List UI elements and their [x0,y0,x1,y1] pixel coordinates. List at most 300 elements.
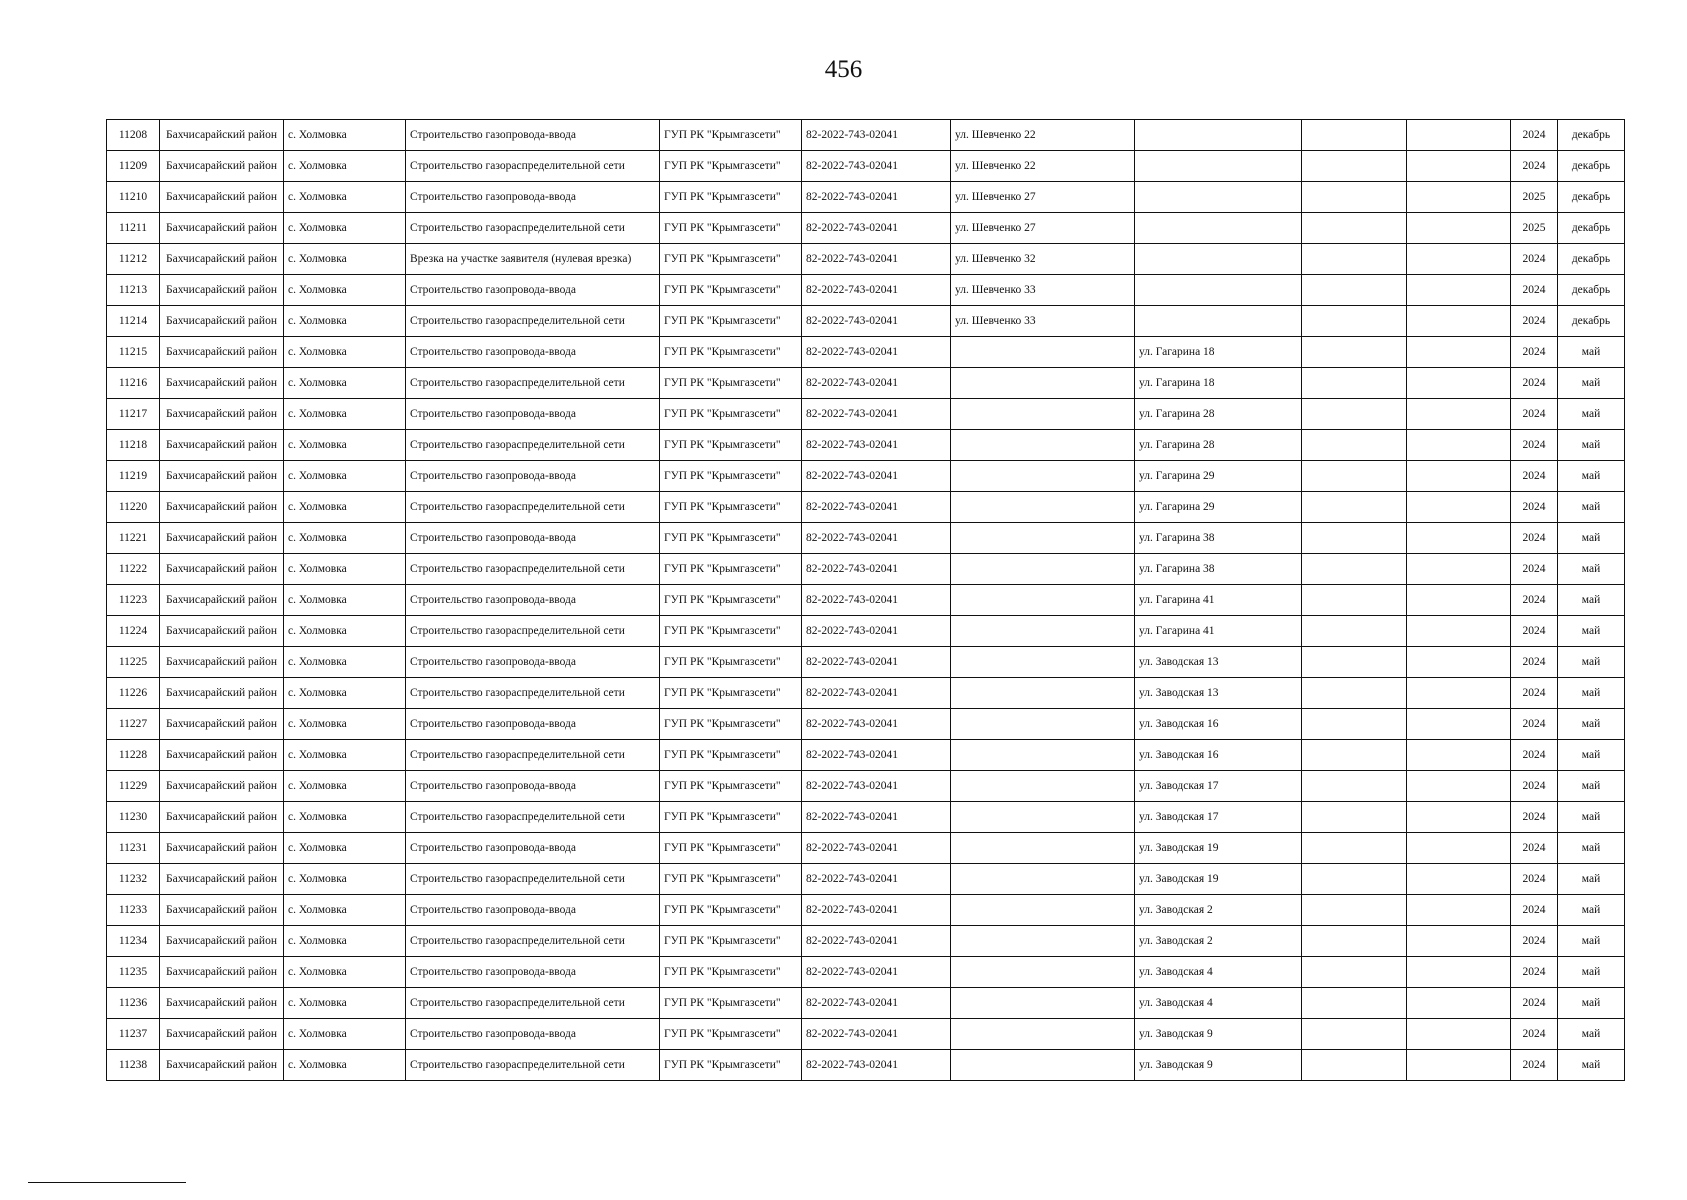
table-row [107,709,1625,740]
work-type-cell: Строительство газораспределительной сети [406,1050,660,1081]
address-cell [951,337,1135,368]
empty-cell [1407,275,1511,306]
empty-cell [1302,151,1407,182]
year-cell: 2024 [1511,585,1558,616]
row-number: 11213 [107,275,160,306]
month-cell: декабрь [1558,275,1625,306]
village-cell: с. Холмовка [284,926,406,957]
village-cell: с. Холмовка [284,213,406,244]
month-cell: май [1558,988,1625,1019]
month-cell: май [1558,740,1625,771]
empty-cell [1302,771,1407,802]
empty-cell [1407,368,1511,399]
year-cell: 2024 [1511,1050,1558,1081]
month-cell: май [1558,523,1625,554]
empty-cell [1407,151,1511,182]
month-cell: май [1558,647,1625,678]
program-code-cell: 82-2022-743-02041 [802,895,951,926]
empty-cell [1407,182,1511,213]
organization-cell: ГУП РК "Крымгазсети" [660,151,802,182]
work-type-cell: Строительство газораспределительной сети [406,554,660,585]
village-cell: с. Холмовка [284,864,406,895]
table-row [107,399,1625,430]
address-cell [951,833,1135,864]
organization-cell: ГУП РК "Крымгазсети" [660,678,802,709]
village-cell: с. Холмовка [284,306,406,337]
row-number: 11226 [107,678,160,709]
work-type-cell: Врезка на участке заявителя (нулевая врезка) [406,244,660,275]
empty-cell [1407,120,1511,151]
table-row [107,740,1625,771]
month-cell: май [1558,957,1625,988]
work-type-cell: Строительство газораспределительной сети [406,492,660,523]
village-cell: с. Холмовка [284,523,406,554]
program-code-cell: 82-2022-743-02041 [802,802,951,833]
district-cell: Бахчисарайский район [160,988,284,1019]
year-cell: 2024 [1511,678,1558,709]
empty-cell [1302,399,1407,430]
empty-cell [1302,926,1407,957]
district-cell: Бахчисарайский район [160,709,284,740]
organization-cell: ГУП РК "Крымгазсети" [660,864,802,895]
village-cell: с. Холмовка [284,988,406,1019]
program-code-cell: 82-2022-743-02041 [802,709,951,740]
address-cell [951,957,1135,988]
empty-cell [1302,306,1407,337]
district-cell: Бахчисарайский район [160,120,284,151]
address-cell [951,1019,1135,1050]
district-cell: Бахчисарайский район [160,182,284,213]
table-row [107,275,1625,306]
address-cell [951,678,1135,709]
village-cell: с. Холмовка [284,833,406,864]
table-row [107,337,1625,368]
work-type-cell: Строительство газопровода-ввода [406,275,660,306]
table-row [107,461,1625,492]
table-row [107,833,1625,864]
row-number: 11211 [107,213,160,244]
table-row [107,616,1625,647]
program-code-cell: 82-2022-743-02041 [802,244,951,275]
district-cell: Бахчисарайский район [160,151,284,182]
year-cell: 2024 [1511,523,1558,554]
district-cell: Бахчисарайский район [160,244,284,275]
address-alt-cell: ул. Заводская 9 [1135,1050,1302,1081]
work-type-cell: Строительство газопровода-ввода [406,895,660,926]
empty-cell [1407,864,1511,895]
year-cell: 2024 [1511,895,1558,926]
district-cell: Бахчисарайский район [160,430,284,461]
year-cell: 2024 [1511,926,1558,957]
empty-cell [1302,957,1407,988]
empty-cell [1407,306,1511,337]
month-cell: май [1558,678,1625,709]
row-number: 11222 [107,554,160,585]
page-number: 456 [824,56,863,83]
month-cell: май [1558,709,1625,740]
address-alt-cell: ул. Заводская 19 [1135,833,1302,864]
row-number: 11216 [107,368,160,399]
table-row [107,647,1625,678]
address-cell [951,771,1135,802]
table-row [107,678,1625,709]
work-type-cell: Строительство газораспределительной сети [406,368,660,399]
address-cell [951,399,1135,430]
empty-cell [1302,833,1407,864]
empty-cell [1407,430,1511,461]
organization-cell: ГУП РК "Крымгазсети" [660,1050,802,1081]
work-type-cell: Строительство газораспределительной сети [406,213,660,244]
year-cell: 2024 [1511,740,1558,771]
gasification-table [106,119,1625,1081]
empty-cell [1302,864,1407,895]
empty-cell [1407,833,1511,864]
program-code-cell: 82-2022-743-02041 [802,740,951,771]
table-row [107,926,1625,957]
organization-cell: ГУП РК "Крымгазсети" [660,430,802,461]
program-code-cell: 82-2022-743-02041 [802,833,951,864]
year-cell: 2024 [1511,368,1558,399]
year-cell: 2024 [1511,802,1558,833]
district-cell: Бахчисарайский район [160,771,284,802]
address-alt-cell: ул. Гагарина 29 [1135,461,1302,492]
work-type-cell: Строительство газораспределительной сети [406,864,660,895]
month-cell: май [1558,492,1625,523]
village-cell: с. Холмовка [284,461,406,492]
organization-cell: ГУП РК "Крымгазсети" [660,585,802,616]
table-row [107,244,1625,275]
district-cell: Бахчисарайский район [160,802,284,833]
empty-cell [1302,275,1407,306]
program-code-cell: 82-2022-743-02041 [802,461,951,492]
empty-cell [1302,740,1407,771]
month-cell: май [1558,461,1625,492]
address-cell [951,492,1135,523]
work-type-cell: Строительство газораспределительной сети [406,802,660,833]
district-cell: Бахчисарайский район [160,833,284,864]
program-code-cell: 82-2022-743-02041 [802,368,951,399]
row-number: 11218 [107,430,160,461]
district-cell: Бахчисарайский район [160,399,284,430]
district-cell: Бахчисарайский район [160,895,284,926]
address-cell [951,523,1135,554]
empty-cell [1302,461,1407,492]
address-cell [951,740,1135,771]
row-number: 11234 [107,926,160,957]
year-cell: 2024 [1511,151,1558,182]
table-row [107,988,1625,1019]
organization-cell: ГУП РК "Крымгазсети" [660,461,802,492]
address-cell [951,895,1135,926]
work-type-cell: Строительство газораспределительной сети [406,678,660,709]
month-cell: май [1558,895,1625,926]
empty-cell [1302,430,1407,461]
footnote-separator [28,1182,186,1183]
village-cell: с. Холмовка [284,957,406,988]
organization-cell: ГУП РК "Крымгазсети" [660,554,802,585]
empty-cell [1407,1050,1511,1081]
district-cell: Бахчисарайский район [160,461,284,492]
address-alt-cell: ул. Гагарина 18 [1135,337,1302,368]
district-cell: Бахчисарайский район [160,616,284,647]
organization-cell: ГУП РК "Крымгазсети" [660,244,802,275]
district-cell: Бахчисарайский район [160,213,284,244]
address-cell: ул. Шевченко 32 [951,244,1135,275]
row-number: 11219 [107,461,160,492]
address-alt-cell: ул. Гагарина 29 [1135,492,1302,523]
address-cell: ул. Шевченко 27 [951,182,1135,213]
work-type-cell: Строительство газораспределительной сети [406,151,660,182]
program-code-cell: 82-2022-743-02041 [802,399,951,430]
row-number: 11225 [107,647,160,678]
address-alt-cell: ул. Заводская 4 [1135,988,1302,1019]
month-cell: декабрь [1558,244,1625,275]
district-cell: Бахчисарайский район [160,585,284,616]
year-cell: 2024 [1511,461,1558,492]
address-alt-cell: ул. Заводская 2 [1135,926,1302,957]
address-alt-cell: ул. Заводская 19 [1135,864,1302,895]
month-cell: май [1558,833,1625,864]
empty-cell [1302,647,1407,678]
district-cell: Бахчисарайский район [160,647,284,678]
address-alt-cell: ул. Гагарина 28 [1135,430,1302,461]
month-cell: май [1558,771,1625,802]
table-row [107,213,1625,244]
program-code-cell: 82-2022-743-02041 [802,275,951,306]
address-alt-cell: ул. Заводская 4 [1135,957,1302,988]
empty-cell [1302,213,1407,244]
address-cell [951,461,1135,492]
program-code-cell: 82-2022-743-02041 [802,616,951,647]
address-alt-cell [1135,275,1302,306]
village-cell: с. Холмовка [284,492,406,523]
organization-cell: ГУП РК "Крымгазсети" [660,957,802,988]
district-cell: Бахчисарайский район [160,1050,284,1081]
organization-cell: ГУП РК "Крымгазсети" [660,182,802,213]
work-type-cell: Строительство газопровода-ввода [406,957,660,988]
address-cell [951,802,1135,833]
address-cell: ул. Шевченко 33 [951,306,1135,337]
address-alt-cell: ул. Гагарина 38 [1135,554,1302,585]
empty-cell [1407,709,1511,740]
address-alt-cell [1135,213,1302,244]
empty-cell [1407,678,1511,709]
district-cell: Бахчисарайский район [160,275,284,306]
address-alt-cell [1135,306,1302,337]
district-cell: Бахчисарайский район [160,368,284,399]
empty-cell [1302,988,1407,1019]
year-cell: 2024 [1511,833,1558,864]
village-cell: с. Холмовка [284,740,406,771]
month-cell: декабрь [1558,213,1625,244]
district-cell: Бахчисарайский район [160,740,284,771]
village-cell: с. Холмовка [284,585,406,616]
village-cell: с. Холмовка [284,244,406,275]
address-cell [951,864,1135,895]
table-row [107,306,1625,337]
month-cell: декабрь [1558,182,1625,213]
row-number: 11237 [107,1019,160,1050]
work-type-cell: Строительство газопровода-ввода [406,182,660,213]
empty-cell [1407,988,1511,1019]
address-alt-cell: ул. Заводская 16 [1135,709,1302,740]
work-type-cell: Строительство газопровода-ввода [406,709,660,740]
empty-cell [1407,337,1511,368]
village-cell: с. Холмовка [284,895,406,926]
district-cell: Бахчисарайский район [160,306,284,337]
table-row [107,771,1625,802]
row-number: 11217 [107,399,160,430]
address-cell: ул. Шевченко 33 [951,275,1135,306]
month-cell: май [1558,616,1625,647]
address-alt-cell [1135,151,1302,182]
empty-cell [1302,616,1407,647]
year-cell: 2024 [1511,1019,1558,1050]
organization-cell: ГУП РК "Крымгазсети" [660,523,802,554]
address-cell [951,1050,1135,1081]
work-type-cell: Строительство газопровода-ввода [406,120,660,151]
table-row [107,492,1625,523]
table-row [107,802,1625,833]
empty-cell [1407,554,1511,585]
address-alt-cell: ул. Заводская 17 [1135,771,1302,802]
month-cell: май [1558,864,1625,895]
district-cell: Бахчисарайский район [160,337,284,368]
program-code-cell: 82-2022-743-02041 [802,864,951,895]
row-number: 11233 [107,895,160,926]
program-code-cell: 82-2022-743-02041 [802,647,951,678]
address-cell [951,709,1135,740]
village-cell: с. Холмовка [284,709,406,740]
work-type-cell: Строительство газопровода-ввода [406,833,660,864]
table-body [107,120,1625,1081]
year-cell: 2024 [1511,988,1558,1019]
village-cell: с. Холмовка [284,771,406,802]
month-cell: май [1558,802,1625,833]
empty-cell [1302,895,1407,926]
row-number: 11230 [107,802,160,833]
address-alt-cell: ул. Заводская 17 [1135,802,1302,833]
village-cell: с. Холмовка [284,120,406,151]
program-code-cell: 82-2022-743-02041 [802,182,951,213]
village-cell: с. Холмовка [284,337,406,368]
empty-cell [1407,926,1511,957]
work-type-cell: Строительство газопровода-ввода [406,337,660,368]
work-type-cell: Строительство газораспределительной сети [406,616,660,647]
address-cell: ул. Шевченко 27 [951,213,1135,244]
table-row [107,554,1625,585]
work-type-cell: Строительство газопровода-ввода [406,1019,660,1050]
organization-cell: ГУП РК "Крымгазсети" [660,492,802,523]
address-alt-cell [1135,244,1302,275]
empty-cell [1407,771,1511,802]
row-number: 11227 [107,709,160,740]
address-cell [951,988,1135,1019]
year-cell: 2024 [1511,616,1558,647]
organization-cell: ГУП РК "Крымгазсети" [660,802,802,833]
village-cell: с. Холмовка [284,275,406,306]
district-cell: Бахчисарайский район [160,554,284,585]
row-number: 11238 [107,1050,160,1081]
village-cell: с. Холмовка [284,802,406,833]
program-code-cell: 82-2022-743-02041 [802,678,951,709]
address-alt-cell: ул. Заводская 13 [1135,647,1302,678]
empty-cell [1302,492,1407,523]
table-row [107,895,1625,926]
empty-cell [1302,709,1407,740]
empty-cell [1407,399,1511,430]
year-cell: 2024 [1511,647,1558,678]
village-cell: с. Холмовка [284,616,406,647]
work-type-cell: Строительство газораспределительной сети [406,430,660,461]
year-cell: 2024 [1511,244,1558,275]
address-alt-cell: ул. Гагарина 18 [1135,368,1302,399]
work-type-cell: Строительство газопровода-ввода [406,461,660,492]
program-code-cell: 82-2022-743-02041 [802,306,951,337]
organization-cell: ГУП РК "Крымгазсети" [660,399,802,430]
organization-cell: ГУП РК "Крымгазсети" [660,709,802,740]
empty-cell [1407,1019,1511,1050]
month-cell: май [1558,585,1625,616]
address-alt-cell: ул. Гагарина 38 [1135,523,1302,554]
row-number: 11215 [107,337,160,368]
table-row [107,430,1625,461]
row-number: 11210 [107,182,160,213]
empty-cell [1407,895,1511,926]
organization-cell: ГУП РК "Крымгазсети" [660,740,802,771]
year-cell: 2024 [1511,306,1558,337]
address-alt-cell [1135,182,1302,213]
empty-cell [1302,1019,1407,1050]
month-cell: май [1558,368,1625,399]
row-number: 11220 [107,492,160,523]
program-code-cell: 82-2022-743-02041 [802,771,951,802]
address-cell [951,554,1135,585]
work-type-cell: Строительство газопровода-ввода [406,585,660,616]
table-row [107,585,1625,616]
work-type-cell: Строительство газораспределительной сети [406,988,660,1019]
table-row [107,957,1625,988]
village-cell: с. Холмовка [284,151,406,182]
empty-cell [1302,585,1407,616]
program-code-cell: 82-2022-743-02041 [802,430,951,461]
organization-cell: ГУП РК "Крымгазсети" [660,926,802,957]
work-type-cell: Строительство газопровода-ввода [406,399,660,430]
organization-cell: ГУП РК "Крымгазсети" [660,771,802,802]
table-row [107,151,1625,182]
district-cell: Бахчисарайский район [160,492,284,523]
address-cell [951,647,1135,678]
year-cell: 2024 [1511,554,1558,585]
district-cell: Бахчисарайский район [160,957,284,988]
table-row [107,1050,1625,1081]
year-cell: 2024 [1511,337,1558,368]
program-code-cell: 82-2022-743-02041 [802,1050,951,1081]
program-code-cell: 82-2022-743-02041 [802,523,951,554]
year-cell: 2024 [1511,275,1558,306]
program-code-cell: 82-2022-743-02041 [802,213,951,244]
month-cell: май [1558,554,1625,585]
program-code-cell: 82-2022-743-02041 [802,492,951,523]
year-cell: 2024 [1511,399,1558,430]
month-cell: май [1558,430,1625,461]
empty-cell [1302,1050,1407,1081]
year-cell: 2024 [1511,771,1558,802]
work-type-cell: Строительство газораспределительной сети [406,306,660,337]
empty-cell [1407,616,1511,647]
organization-cell: ГУП РК "Крымгазсети" [660,1019,802,1050]
row-number: 11209 [107,151,160,182]
